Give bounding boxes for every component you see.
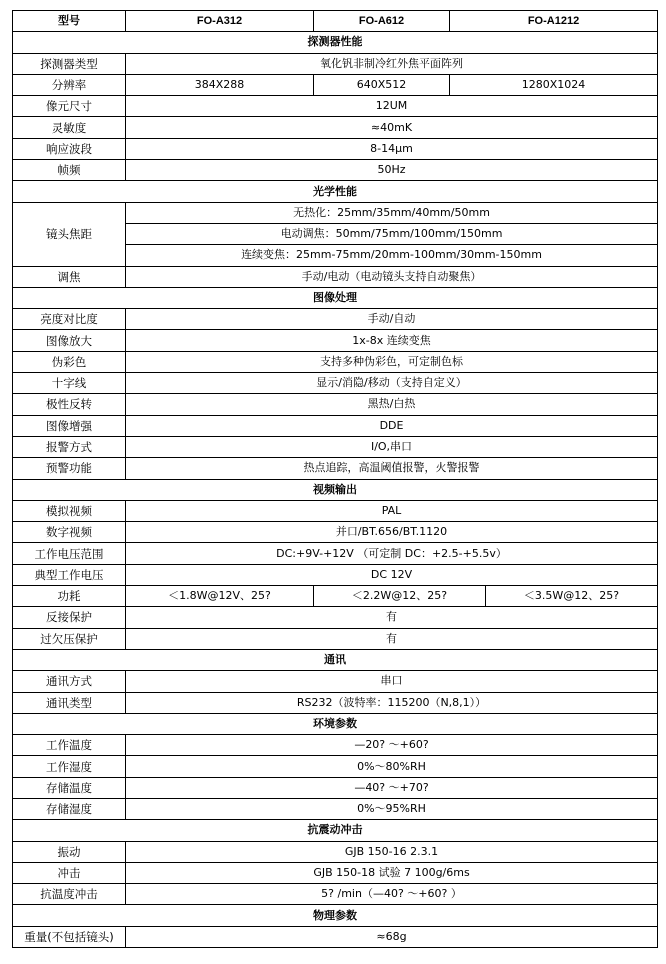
row-label: 分辨率 [13, 74, 126, 95]
resolution-a1212: 1280X1024 [450, 74, 658, 95]
row-label: 灵敏度 [13, 117, 126, 138]
table-row [13, 607, 658, 628]
table-row [13, 74, 658, 95]
table-row [13, 756, 658, 777]
section-row [13, 32, 658, 53]
row-value: 0%～80%RH [126, 756, 658, 777]
table-row [13, 266, 658, 287]
row-label: 图像增强 [13, 415, 126, 436]
section-row [13, 479, 658, 500]
row-value: DC 12V [126, 564, 658, 585]
row-value: 手动/电动（电动镜头支持自动聚焦） [126, 266, 658, 287]
section-optics: 光学性能 [13, 181, 658, 202]
table-row [13, 96, 658, 117]
row-value: —40? ～+70? [126, 777, 658, 798]
row-label: 调焦 [13, 266, 126, 287]
row-value: 12UM [126, 96, 658, 117]
model-fo-a612: FO-A612 [314, 11, 450, 32]
table-row [13, 500, 658, 521]
table-row [13, 735, 658, 756]
row-value: I/O,串口 [126, 436, 658, 457]
row-label: 通讯类型 [13, 692, 126, 713]
row-label: 反接保护 [13, 607, 126, 628]
power-a312: ＜1.8W@12V、25? [126, 586, 314, 607]
table-row [13, 586, 658, 607]
model-header-label: 型号 [13, 11, 126, 32]
table-row [13, 862, 658, 883]
table-row [13, 777, 658, 798]
row-value: 50Hz [126, 160, 658, 181]
table-row [13, 628, 658, 649]
table-row [13, 351, 658, 372]
table-row [13, 841, 658, 862]
section-shock: 抗震动冲击 [13, 820, 658, 841]
row-label: 功耗 [13, 586, 126, 607]
section-image: 图像处理 [13, 287, 658, 308]
table-row [13, 415, 658, 436]
resolution-a312: 384X288 [126, 74, 314, 95]
row-label: 像元尺寸 [13, 96, 126, 117]
row-value: 氧化钒非制冷红外焦平面阵列 [126, 53, 658, 74]
row-value: 显示/消隐/移动（支持自定义） [126, 373, 658, 394]
table-row [13, 330, 658, 351]
row-value: ≈40mK [126, 117, 658, 138]
table-row [13, 564, 658, 585]
table-row [13, 53, 658, 74]
row-label: 数字视频 [13, 522, 126, 543]
table-row [13, 160, 658, 181]
row-value: 串口 [126, 671, 658, 692]
focal-motorized: 电动调焦：50mm/75mm/100mm/150mm [126, 223, 658, 244]
row-label: 响应波段 [13, 138, 126, 159]
spec-table [12, 10, 658, 948]
section-row [13, 713, 658, 734]
table-row [13, 138, 658, 159]
section-detector: 探测器性能 [13, 32, 658, 53]
row-value: RS232（波特率：115200（N,8,1）） [126, 692, 658, 713]
table-row [13, 671, 658, 692]
section-row [13, 820, 658, 841]
section-video: 视频输出 [13, 479, 658, 500]
table-row [13, 202, 658, 223]
row-label: 重量(不包括镜头) [13, 926, 126, 947]
row-value: 热点追踪，高温阈值报警，火警报警 [126, 458, 658, 479]
section-row [13, 649, 658, 670]
row-value: 支持多种伪彩色，可定制色标 [126, 351, 658, 372]
row-value: 有 [126, 607, 658, 628]
table-row [13, 522, 658, 543]
focal-athermal: 无热化：25mm/35mm/40mm/50mm [126, 202, 658, 223]
row-value: PAL [126, 500, 658, 521]
focal-continuous-zoom: 连续变焦：25mm-75mm/20mm-100mm/30mm-150mm [126, 245, 658, 266]
row-label: 工作电压范围 [13, 543, 126, 564]
row-label: 探测器类型 [13, 53, 126, 74]
row-value: 有 [126, 628, 658, 649]
resolution-a612: 640X512 [314, 74, 450, 95]
section-env: 环境参数 [13, 713, 658, 734]
row-label: 亮度对比度 [13, 309, 126, 330]
row-value: 手动/自动 [126, 309, 658, 330]
row-value: DC:+9V-+12V （可定制 DC：+2.5-+5.5v） [126, 543, 658, 564]
row-label: 模拟视频 [13, 500, 126, 521]
row-label: 十字线 [13, 373, 126, 394]
table-row [13, 394, 658, 415]
row-label: 工作温度 [13, 735, 126, 756]
row-value: DDE [126, 415, 658, 436]
header-row [13, 11, 658, 32]
table-row [13, 436, 658, 457]
model-fo-a312: FO-A312 [126, 11, 314, 32]
model-fo-a1212: FO-A1212 [450, 11, 658, 32]
row-label: 帧频 [13, 160, 126, 181]
row-label: 伪彩色 [13, 351, 126, 372]
section-physical: 物理参数 [13, 905, 658, 926]
table-row [13, 798, 658, 819]
table-row [13, 926, 658, 947]
row-value: 并口/BT.656/BT.1120 [126, 522, 658, 543]
section-row [13, 905, 658, 926]
row-label: 极性反转 [13, 394, 126, 415]
row-value: —20? ～+60? [126, 735, 658, 756]
power-a1212: ＜3.5W@12、25? [486, 586, 658, 607]
row-label: 典型工作电压 [13, 564, 126, 585]
section-row [13, 181, 658, 202]
table-row [13, 373, 658, 394]
row-label: 振动 [13, 841, 126, 862]
row-label: 过欠压保护 [13, 628, 126, 649]
row-value: 黑热/白热 [126, 394, 658, 415]
row-label: 抗温度冲击 [13, 884, 126, 905]
row-value: 5? /min（—40? ～+60? ） [126, 884, 658, 905]
table-row [13, 309, 658, 330]
row-label: 存储湿度 [13, 798, 126, 819]
row-value: GJB 150-16 2.3.1 [126, 841, 658, 862]
row-label: 存储温度 [13, 777, 126, 798]
row-value: 8-14μm [126, 138, 658, 159]
row-label: 图像放大 [13, 330, 126, 351]
table-row [13, 458, 658, 479]
row-label: 工作湿度 [13, 756, 126, 777]
row-value: 0%～95%RH [126, 798, 658, 819]
table-row [13, 543, 658, 564]
table-row [13, 692, 658, 713]
row-label: 冲击 [13, 862, 126, 883]
row-value: 1x-8x 连续变焦 [126, 330, 658, 351]
row-label: 预警功能 [13, 458, 126, 479]
section-row [13, 287, 658, 308]
row-value: GJB 150-18 试验 7 100g/6ms [126, 862, 658, 883]
power-a612: ＜2.2W@12、25? [314, 586, 486, 607]
row-label: 通讯方式 [13, 671, 126, 692]
table-row [13, 117, 658, 138]
row-label: 镜头焦距 [13, 202, 126, 266]
table-row [13, 884, 658, 905]
row-value: ≈68g [126, 926, 658, 947]
section-comm: 通讯 [13, 649, 658, 670]
row-label: 报警方式 [13, 436, 126, 457]
